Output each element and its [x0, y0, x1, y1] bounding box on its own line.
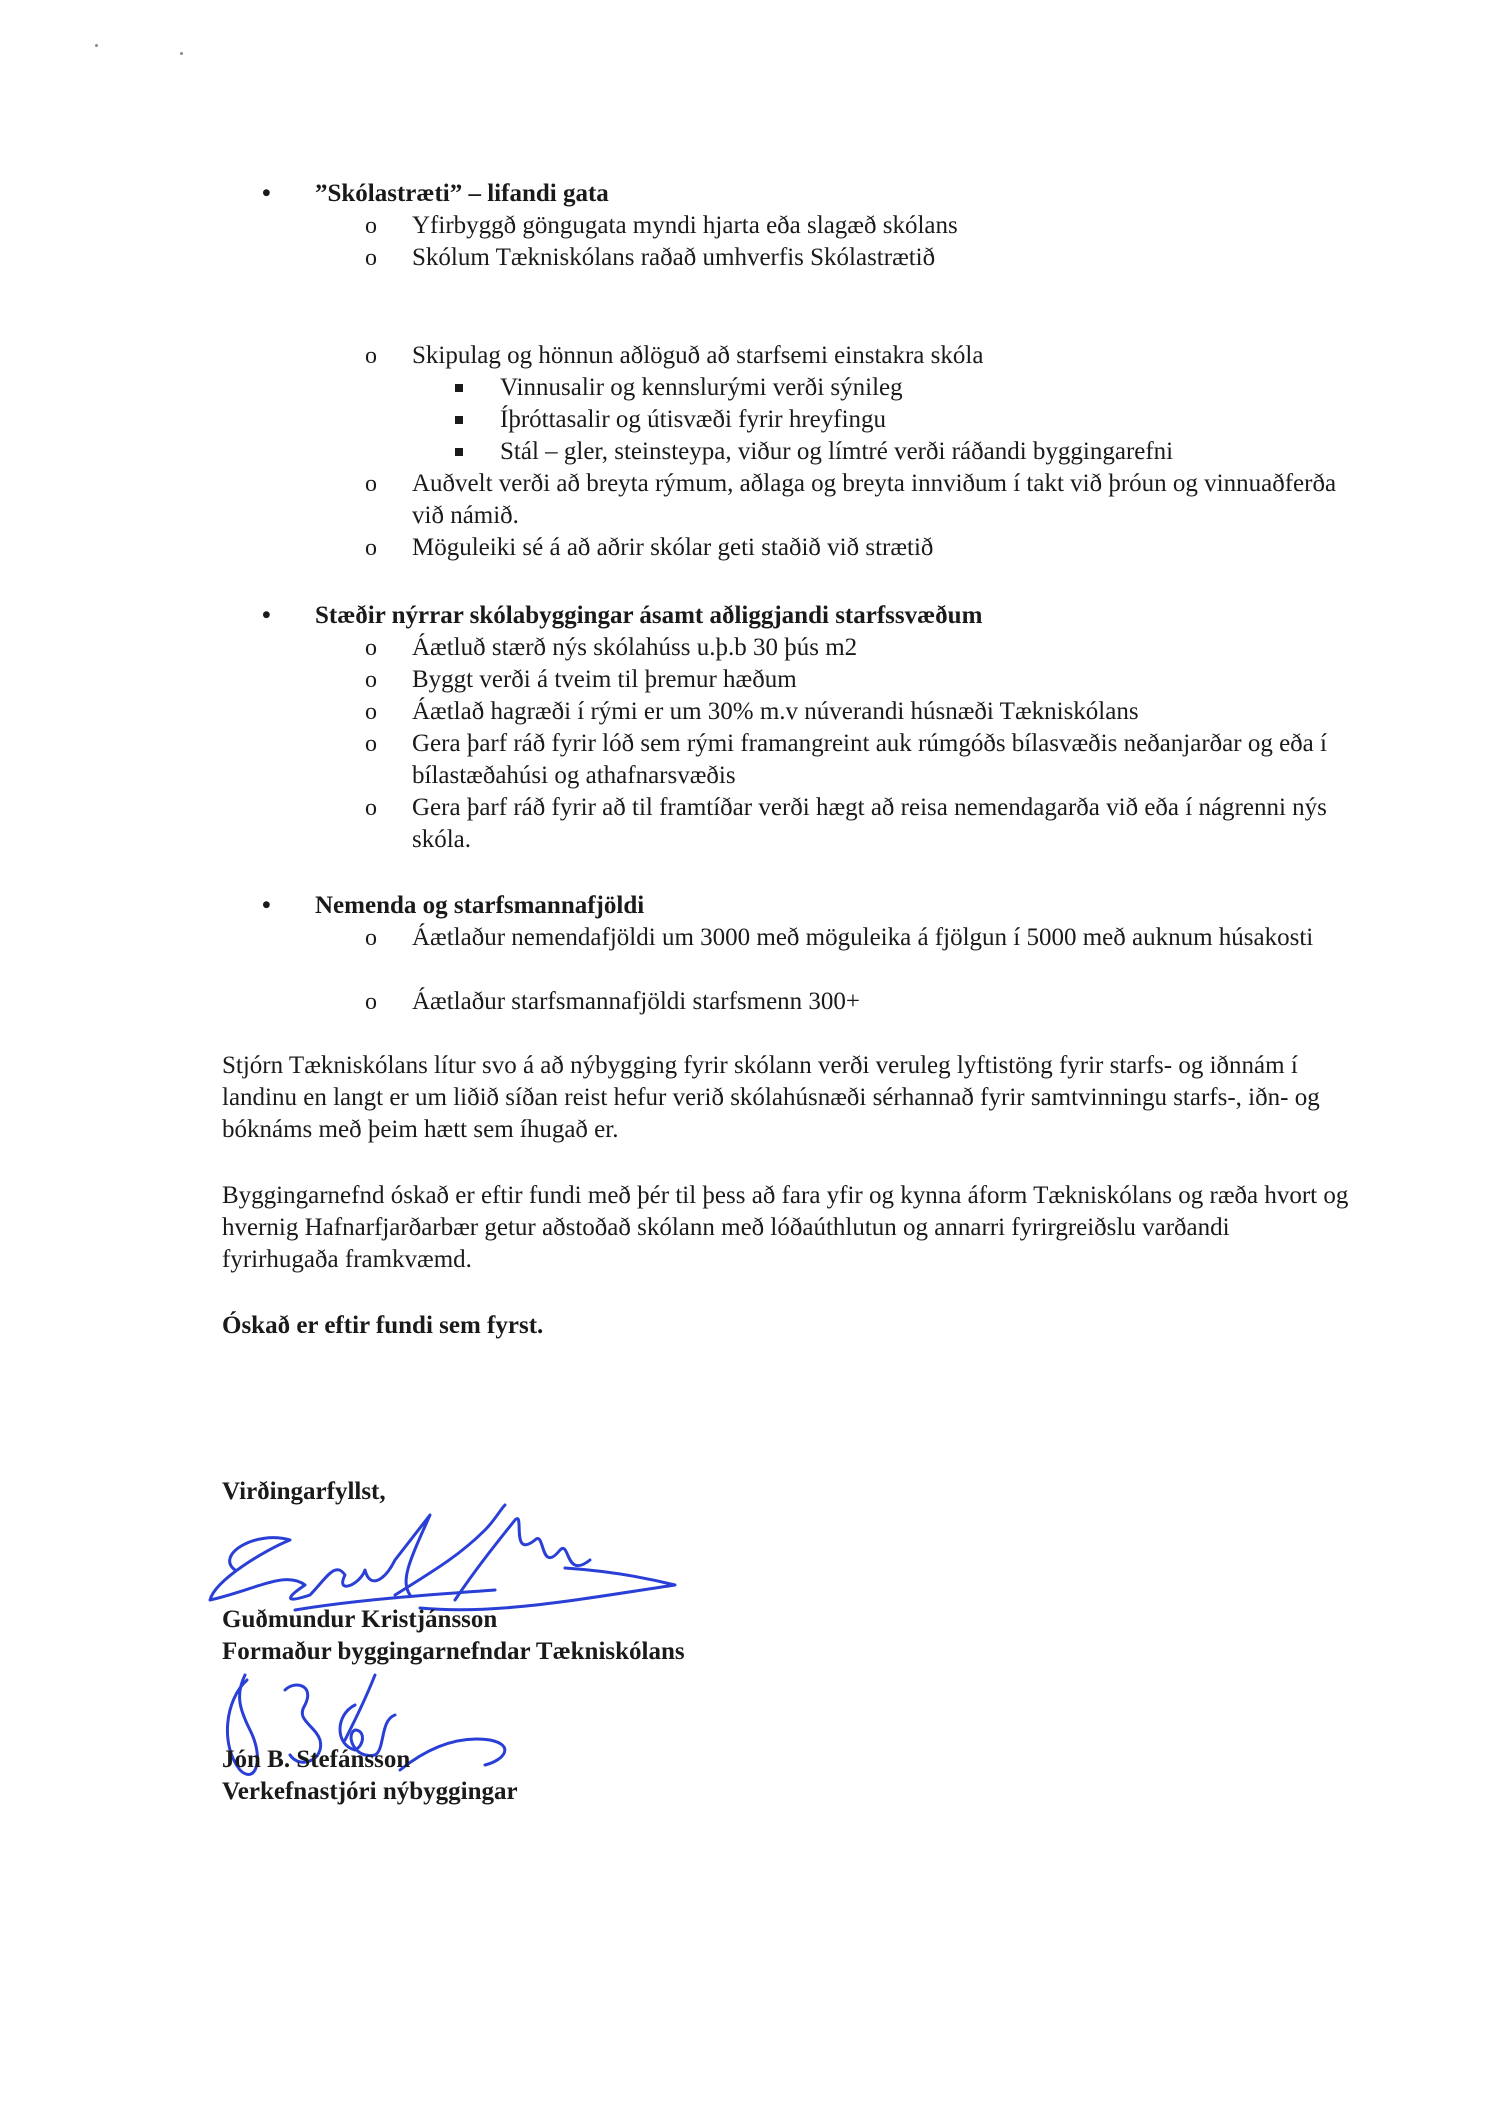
- bullet-circle: o: [365, 471, 377, 497]
- signatory-title: Verkefnastjóri nýbyggingar: [222, 1778, 518, 1805]
- list-item: [365, 728, 1355, 792]
- body-paragraph: Byggingarnefnd óskað er eftir fundi með þér til þess að fara yfir og kynna áform Tækniskólans og ræða hvort og hvernig Hafnarfjarðarbær getur aðstoðað skólann með lóðaúthlutun og annarri fyrirgreiðslu varðandi fyrirhugaða framkvæmd.: [222, 1182, 1349, 1273]
- scan-speck: [180, 52, 183, 55]
- list-item: [365, 922, 1355, 954]
- sub-list-item: [455, 404, 1355, 436]
- bullet-square: [455, 448, 463, 456]
- salutation: Virðingarfyllst,: [222, 1478, 386, 1505]
- list-item-text: Áætlað hagræði í rými er um 30% m.v núverandi húsnæði Tækniskólans: [412, 698, 1139, 725]
- bullet-circle: o: [365, 925, 377, 951]
- list-item-text: Skólum Tækniskólans raðað umhverfis Skólastrætið: [412, 244, 936, 271]
- sub-list-item: [455, 436, 1355, 468]
- list-item: [365, 632, 1355, 664]
- bullet-square: [455, 416, 463, 424]
- signatory-name: Guðmundur Kristjánsson: [222, 1606, 498, 1633]
- sub-list-item-text: Vinnusalir og kennslurými verði sýnileg: [500, 374, 903, 401]
- list-item-text: Auðvelt verði að breyta rýmum, aðlaga og breyta innviðum í takt við þróun og vinnuaðferða við námið.: [412, 470, 1337, 529]
- bullet-circle: o: [365, 731, 377, 757]
- bullet-circle: o: [365, 245, 377, 271]
- list-item-text: Byggt verði á tveim til þremur hæðum: [412, 666, 797, 693]
- list-item-text: Möguleiki sé á að aðrir skólar geti staðið við strætið: [412, 534, 934, 561]
- list-item: [365, 242, 1355, 274]
- list-item-text: Yfirbyggð göngugata myndi hjarta eða slagæð skólans: [412, 212, 958, 239]
- bullet-dot: •: [262, 180, 271, 207]
- bullet-square: [455, 384, 463, 392]
- list-item: [365, 696, 1355, 728]
- list-item-text: Áætluð stærð nýs skólahúss u.þ.b 30 þús m2: [412, 634, 858, 661]
- bullet-circle: o: [365, 667, 377, 693]
- scan-speck: [95, 44, 98, 47]
- list-item-text: Áætlaður starfsmannafjöldi starfsmenn 300+: [412, 988, 861, 1015]
- list-item-text: Gera þarf ráð fyrir að til framtíðar verði hægt að reisa nemendagarða við eða í nágrenni nýs skóla.: [412, 794, 1327, 853]
- meeting-request: Óskað er eftir fundi sem fyrst.: [222, 1312, 544, 1339]
- sub-list-item: [455, 372, 1355, 404]
- sub-list-item-text: Stál – gler, steinsteypa, viður og límtré verði ráðandi byggingarefni: [500, 438, 1174, 465]
- bullet-dot: •: [262, 602, 271, 629]
- list-item: [365, 664, 1355, 696]
- list-item-text: Skipulag og hönnun aðlöguð að starfsemi einstakra skóla: [412, 342, 984, 369]
- sub-list-item-text: Íþróttasalir og útisvæði fyrir hreyfingu: [500, 406, 887, 433]
- list-item-text: Gera þarf ráð fyrir lóð sem rými framangreint auk rúmgóðs bílasvæðis neðanjarðar og eða í bílastæðahúsi og athafnarsvæðis: [412, 730, 1327, 789]
- bullet-circle: o: [365, 213, 377, 239]
- list-item: [365, 468, 1355, 532]
- signatory-title: Formaður byggingarnefndar Tækniskólans: [222, 1638, 685, 1665]
- bullet-circle: o: [365, 535, 377, 561]
- bullet-circle: o: [365, 343, 377, 369]
- bullet-dot: •: [262, 892, 271, 919]
- list-item-text: Áætlaður nemendafjöldi um 3000 með möguleika á fjölgun í 5000 með auknum húsakosti: [412, 924, 1314, 951]
- bullet-circle: o: [365, 635, 377, 661]
- body-paragraph: Stjórn Tækniskólans lítur svo á að nýbygging fyrir skólann verði veruleg lyftistöng fyrir starfs- og iðnnám í landinu en langt er um liðið síðan reist hefur verið skólahúsnæði sérhannað fyrir samtvinningu starfs-, iðn- og bóknáms með þeim hætt sem íhugað er.: [222, 1052, 1320, 1143]
- section-heading-text: ”Skólastræti” – lifandi gata: [315, 180, 609, 207]
- list-item: [365, 210, 1355, 242]
- list-item: [365, 340, 1355, 372]
- list-item: [365, 532, 1355, 564]
- signatory-name: Jón B. Stefánsson: [222, 1746, 411, 1773]
- list-item: [365, 986, 1355, 1018]
- bullet-circle: o: [365, 699, 377, 725]
- section-heading-text: Nemenda og starfsmannafjöldi: [315, 892, 645, 919]
- section-heading-text: Stæðir nýrrar skólabyggingar ásamt aðliggjandi starfssvæðum: [315, 602, 983, 629]
- bullet-circle: o: [365, 989, 377, 1015]
- list-item: [365, 792, 1355, 856]
- bullet-circle: o: [365, 795, 377, 821]
